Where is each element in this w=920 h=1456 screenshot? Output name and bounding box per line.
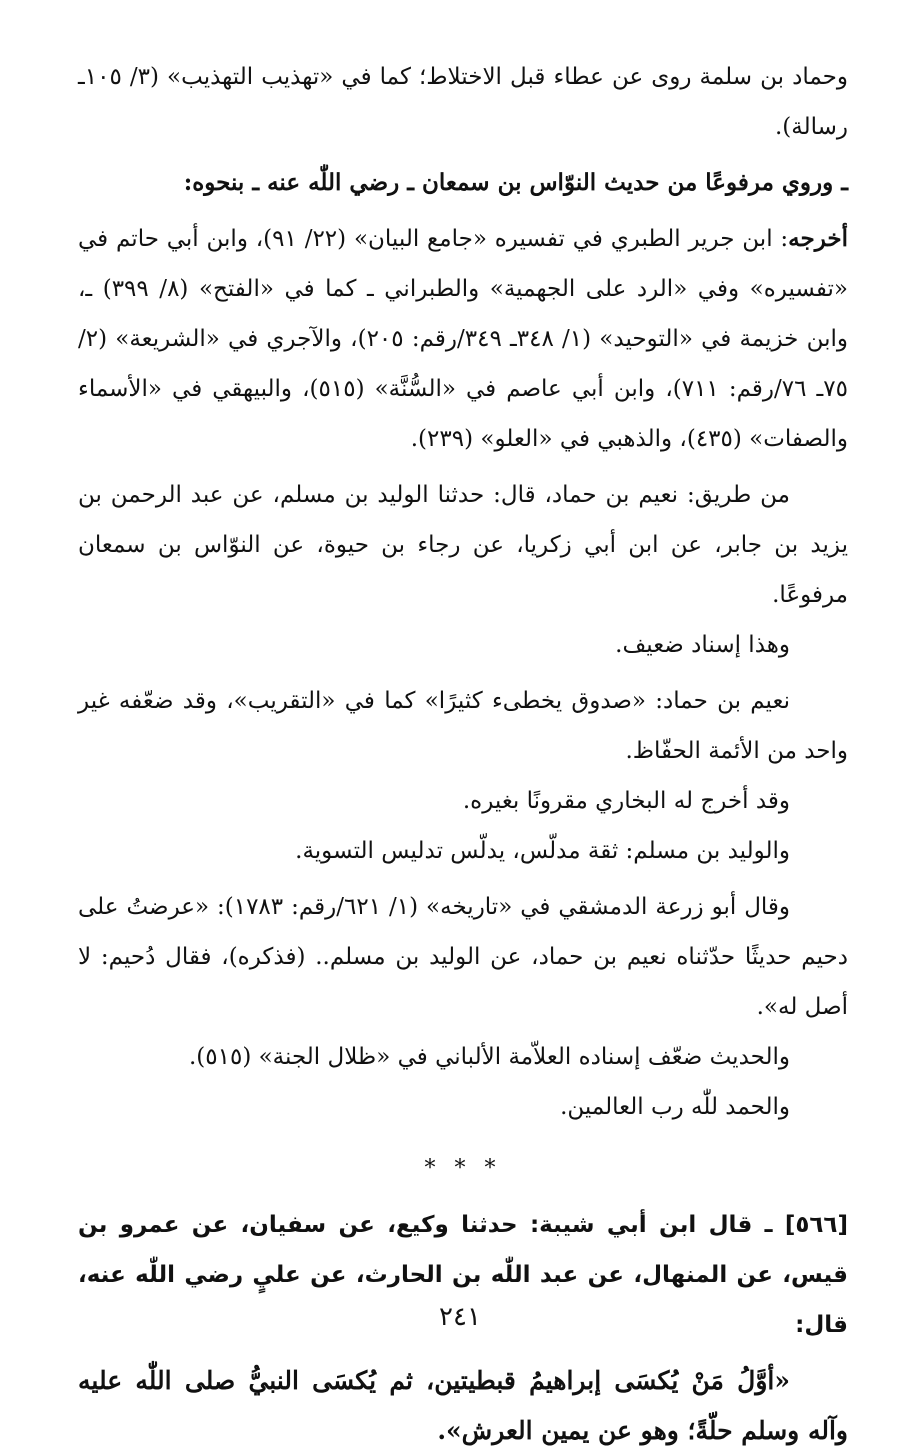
hadith-isnad-text: ـ قال ابن أبي شيبة: حدثنا وكيع، عن سفيان، عن عمرو بن قيس، عن المنهال، عن عبد اللّٰه بن الحارث، عن عليٍ رضي اللّٰه عنه، قال: [78, 1212, 848, 1338]
hadith-number: [٥٦٦] [784, 1212, 848, 1238]
paragraph-nuaym: نعيم بن حماد: «صدوق يخطىء كثيرًا» كما في «التقريب»، وقد ضعّفه غير واحد من الأئمة الحفّاظ. [78, 688, 848, 764]
page-number: ٢٤١ [439, 1302, 481, 1332]
paragraph-abu-zura: وقال أبو زرعة الدمشقي في «تاريخه» (١/ ٦٢١/رقم: ١٧٨٣): «عرضتُ على دحيم حديثًا حدّثناه نعيم بن حماد، عن الوليد بن مسلم.. (فذكره)، فقال دُحيم: لا أصل له». [78, 894, 849, 1020]
section-separator: * * * [424, 1156, 502, 1181]
takhrij-text: : ابن جرير الطبري في تفسيره «جامع البيان» (٢٢/ ٩١)، وابن أبي حاتم في «تفسيره» وفي «الرد على الجهمية» والطبراني ـ كما في «الفتح» (٨/ ٣٩٩) ـ، وابن خزيمة في «التوحيد» (١/ ٣٤٨ـ ٣٤٩/رقم: ٢٠٥)، والآجري في «الشريعة» (٢/ ٧٥ـ ٧٦/رقم: ٧١١)، وابن أبي عاصم في «السُّنَّة» (٥١٥)، والبيهقي في «الأسماء والصفات» (٤٣٥)، والذهبي في «العلو» (٢٣٩). [78, 226, 849, 452]
paragraph-hamd: والحمد للّٰه رب العالمين. [560, 1094, 790, 1120]
paragraph-hammad: وحماد بن سلمة روى عن عطاء قبل الاختلاط؛ كما في «تهذيب التهذيب» (٣/ ١٠٥ـ رسالة). [78, 64, 848, 140]
page-body [78, 52, 848, 1456]
takhrij-label: أخرجه [788, 225, 849, 252]
paragraph-takhrij [78, 214, 848, 464]
paragraph-weak-isnad: وهذا إسناد ضعيف. [615, 632, 790, 658]
paragraph-bukhari: وقد أخرج له البخاري مقرونًا بغيره. [462, 788, 790, 814]
paragraph-route: من طريق: نعيم بن حماد، قال: حدثنا الوليد بن مسلم، عن عبد الرحمن بن يزيد بن جابر، عن ابن أبي زكريا، عن رجاء بن حيوة، عن النوّاس بن سمعان مرفوعًا. [78, 482, 848, 608]
paragraph-albani: والحديث ضعّف إسناده العلاّمة الألباني في «ظلال الجنة» (٥١٥). [188, 1044, 790, 1070]
paragraph-walid: والوليد بن مسلم: ثقة مدلّس، يدلّس تدليس التسوية. [295, 838, 790, 864]
hadith-matn: «أوَّلُ مَنْ يُكسَى إبراهيمُ قبطيتين، ثم يُكسَى النبيُّ صلى اللّٰه عليه وآله وسلم حلّةً؛ وهو عن يمين العرش». [78, 1366, 848, 1445]
paragraph-marfu-heading: ـ وروي مرفوعًا من حديث النوّاس بن سمعان ـ رضي اللّٰه عنه ـ بنحوه: [183, 169, 848, 196]
